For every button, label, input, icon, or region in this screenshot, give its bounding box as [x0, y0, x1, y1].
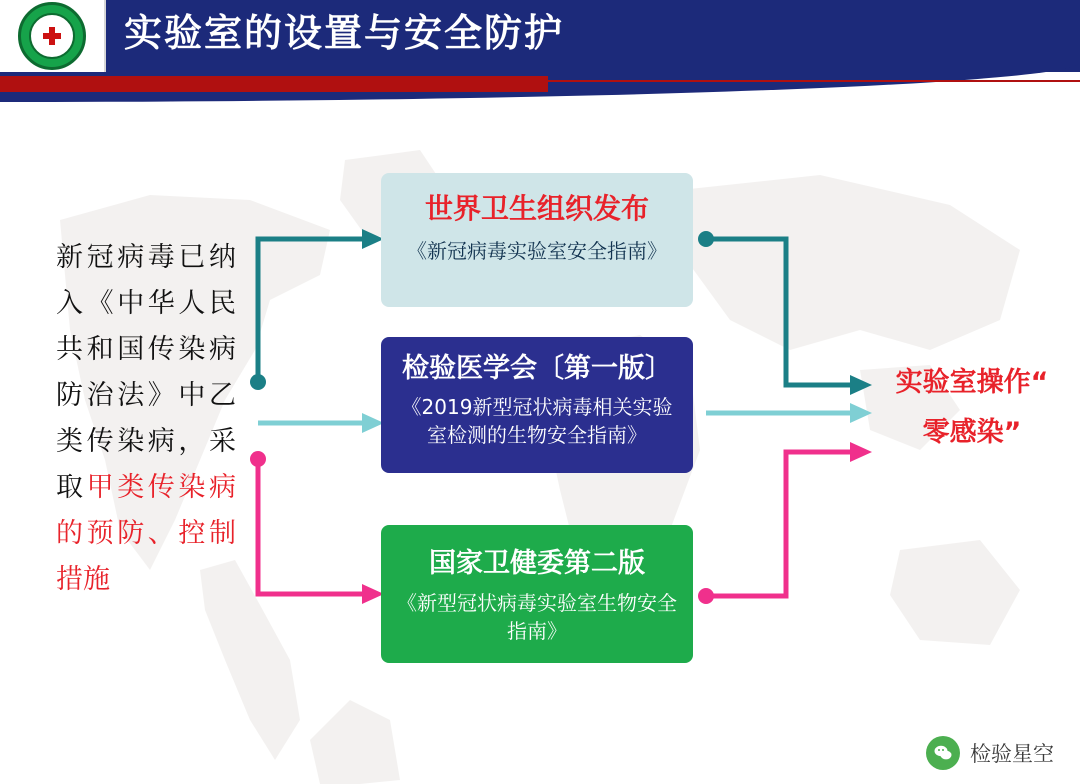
node-who-subtitle: 《新冠病毒实验室安全指南》: [407, 239, 667, 263]
watermark-text: 检验星空: [970, 742, 1054, 766]
medical-cross-icon: [43, 27, 61, 45]
page-title: 实验室的设置与安全防护: [124, 11, 565, 55]
result-line-2: 零感染”: [922, 417, 1022, 448]
diagram-canvas: [0, 100, 1080, 784]
page-header: [0, 0, 1080, 100]
node-national-health-commission[interactable]: [381, 525, 693, 663]
result-label: [872, 358, 1072, 458]
header-red-line: [548, 80, 1080, 82]
node-nhc-title: 国家卫健委第二版: [429, 548, 645, 579]
watermark: [926, 736, 1054, 770]
node-lab-subtitle: 《2019新型冠状病毒相关实验室检测的生物安全指南》: [401, 395, 673, 447]
node-who-title: 世界卫生组织发布: [424, 192, 649, 225]
left-description: [56, 235, 236, 603]
institution-logo: [0, 0, 106, 72]
header-red-block: [0, 76, 548, 92]
node-lab-title: 检验医学会〔第一版〕: [402, 353, 672, 384]
logo-emblem-icon: [18, 2, 86, 70]
node-lab-medicine-association[interactable]: [381, 337, 693, 473]
logo-inner-ring: [29, 13, 75, 59]
result-line-1: 实验室操作“: [895, 367, 1049, 398]
node-who[interactable]: [381, 173, 693, 307]
left-description-plain: 新冠病毒已纳入《中华人民共和国传染病防治法》中乙类传染病，采取: [56, 242, 236, 503]
wechat-icon: [926, 736, 960, 770]
left-description-highlight: 甲类传染病的预防、控制措施: [56, 472, 237, 595]
node-nhc-subtitle: 《新型冠状病毒实验室生物安全指南》: [397, 591, 677, 643]
